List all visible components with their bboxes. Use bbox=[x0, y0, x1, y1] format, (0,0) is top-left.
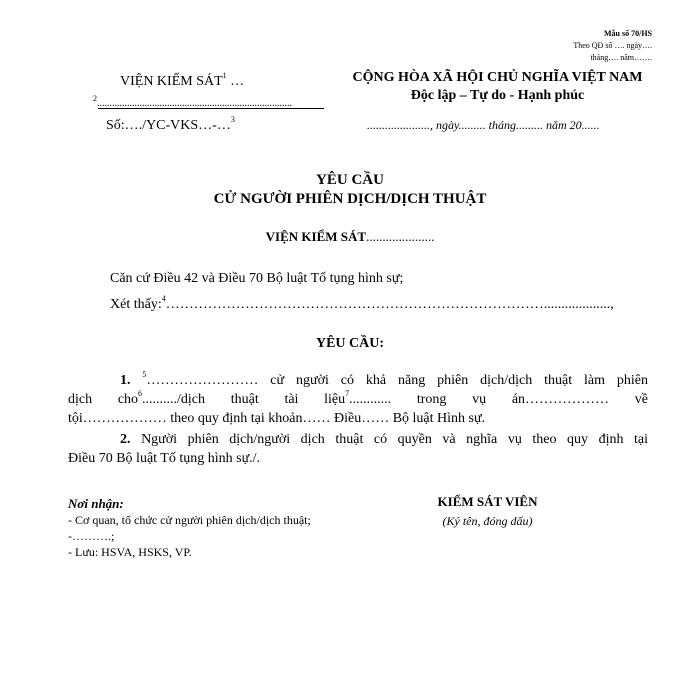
issuer-line: VIỆN KIỂM SÁT..................... bbox=[265, 229, 435, 244]
national-motto: Độc lập – Tự do - Hạnh phúc bbox=[410, 88, 585, 103]
item-1-line-1: 1. $^5$…………………… cử người có khả năng phiên dịch/dịch thuật làm phiên bbox=[120, 370, 648, 388]
request-item-2 bbox=[68, 430, 648, 468]
form-code: Mẫu số 70/HS bbox=[603, 29, 652, 38]
request-item-1 bbox=[68, 371, 648, 428]
header-divider bbox=[98, 108, 324, 109]
item-2-line-1: 2. Người phiên dịch/người dịch thuật có quyền và nghĩa vụ theo quy định tại bbox=[120, 432, 649, 447]
legal-basis: Căn cứ Điều 42 và Điều 70 Bộ luật Tố tụng hình sự; bbox=[110, 271, 404, 286]
footnote-6: 6 bbox=[138, 389, 143, 399]
footnote-7: 7 bbox=[345, 389, 350, 399]
recipients-block bbox=[68, 496, 311, 560]
consideration-line: Xét thấy:$^4$………………………………………………………………………..................., bbox=[110, 294, 614, 312]
recipient-item: - Cơ quan, tổ chức cử người phiên dịch/dịch thuật; bbox=[68, 513, 311, 527]
signature-note: (Ký tên, đóng dấu) bbox=[442, 514, 533, 528]
footnote-1: 1 bbox=[222, 71, 227, 81]
request-heading: YÊU CẦU: bbox=[315, 336, 385, 351]
footnote-4: 4 bbox=[161, 294, 166, 304]
recipients-label: Nơi nhận: bbox=[68, 496, 124, 511]
item-1-line-3: tội……………… theo quy định tại khoản…… Điều…… Bộ luật Hình sự. bbox=[68, 411, 486, 426]
signer-title: KIỂM SÁT VIÊN bbox=[437, 494, 538, 509]
date-line: ....................., ngày......... tháng......... năm 20...... bbox=[367, 118, 600, 132]
document-subtitle: CỬ NGƯỜI PHIÊN DỊCH/DỊCH THUẬT bbox=[213, 191, 487, 207]
form-code-decision: Theo QĐ số …. ngày…. bbox=[573, 41, 652, 50]
footnote-2: 2 bbox=[93, 93, 97, 103]
recipient-item: - Lưu: HSVA, HSKS, VP. bbox=[68, 545, 192, 559]
footnote-5: 5 bbox=[142, 370, 147, 380]
item-1-line-2: dịch cho$^6$........../dịch thuật tài liệu$^7$............ trong vụ án……………… về bbox=[68, 389, 648, 407]
recipient-item: -……….; bbox=[68, 529, 115, 543]
document-number: Số:…./YC-VKS…-…$^3$ bbox=[106, 115, 235, 133]
national-title: CỘNG HÒA XÃ HỘI CHỦ NGHĨA VIỆT NAM bbox=[352, 70, 643, 85]
form-code-block bbox=[573, 28, 652, 64]
form-code-date: tháng…. năm……. bbox=[590, 53, 652, 62]
agency-name: VIỆN KIỂM SÁT$^1$ … bbox=[120, 71, 245, 89]
item-2-line-2: Điều 70 Bộ luật Tố tụng hình sự./. bbox=[68, 451, 261, 466]
document-title: YÊU CẦU bbox=[316, 172, 384, 188]
unit-placeholder: $^2$.............................................................................. bbox=[93, 93, 292, 109]
footnote-3: 3 bbox=[230, 115, 235, 125]
